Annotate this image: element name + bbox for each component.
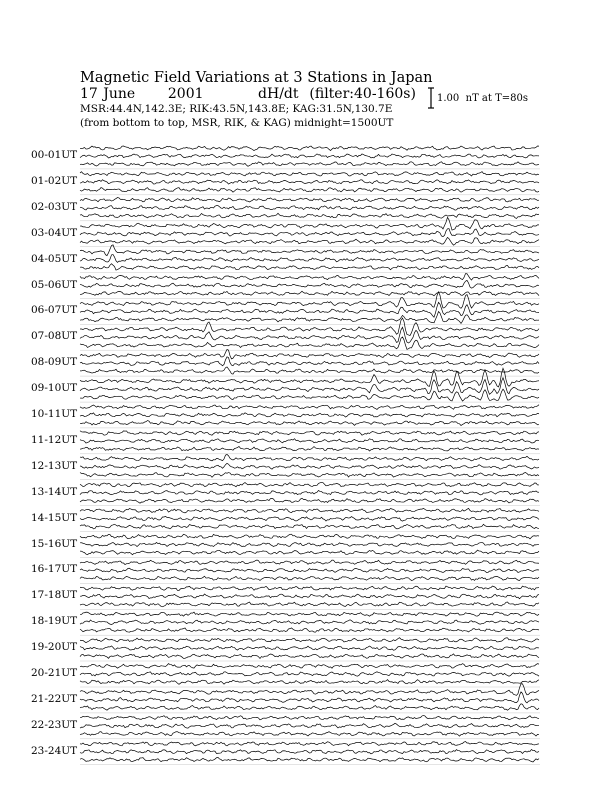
trace-21-22UT-KAG (80, 684, 539, 696)
trace-00-01UT-RIK (80, 154, 539, 158)
chart-title: Magnetic Field Variations at 3 Stations in Japan (80, 70, 433, 86)
trace-05-06UT-MSR (80, 291, 539, 296)
trace-08-09UT-KAG (80, 349, 539, 358)
trace-03-04UT-RIK (80, 229, 539, 237)
trace-04-05UT-MSR (80, 264, 539, 270)
trace-15-16UT-KAG (80, 534, 539, 539)
trace-02-03UT-MSR (80, 213, 539, 218)
trace-04-05UT-RIK (80, 254, 539, 262)
trace-13-14UT-RIK (80, 490, 539, 494)
hour-label-10-11UT: 10-11UT (31, 408, 78, 420)
trace-20-21UT-RIK (80, 672, 539, 676)
hour-label-03-04UT: 03-04UT (31, 226, 78, 239)
date-filter-line: 17 June 2001 dH/dt (filter:40-160s) (80, 86, 416, 102)
hour-label-02-03UT: 02-03UT (31, 200, 78, 213)
trace-23-24UT-RIK (80, 749, 539, 753)
trace-17-18UT-MSR (80, 602, 539, 607)
trace-22-23UT-KAG (80, 715, 539, 720)
hour-label-12-13UT: 12-13UT (31, 459, 78, 472)
hour-label-21-22UT: 21-22UT (31, 692, 78, 705)
hour-label-19-20UT: 19-20UT (31, 641, 78, 654)
hour-label-16-17UT: 16-17UT (31, 563, 78, 576)
hour-label-20-21UT: 20-21UT (31, 667, 78, 679)
trace-12-13UT-RIK (80, 463, 539, 469)
trace-11-12UT-RIK (80, 439, 539, 443)
trace-03-04UT-KAG (80, 217, 539, 230)
trace-00-01UT-MSR (80, 162, 539, 167)
trace-23-24UT-KAG (80, 742, 539, 746)
trace-01-02UT-KAG (80, 172, 539, 176)
trace-03-04UT-MSR (80, 237, 539, 245)
hour-label-09-10UT: 09-10UT (31, 382, 78, 395)
trace-10-11UT-RIK (80, 413, 539, 417)
trace-22-23UT-RIK (80, 723, 539, 728)
hour-label-01-02UT: 01-02UT (31, 174, 78, 187)
trace-18-19UT-KAG (80, 612, 539, 616)
trace-18-19UT-MSR (80, 628, 539, 632)
trace-10-11UT-KAG (80, 405, 539, 410)
trace-19-20UT-KAG (80, 638, 539, 643)
trace-02-03UT-RIK (80, 206, 539, 211)
trace-15-16UT-RIK (80, 542, 539, 546)
trace-13-14UT-KAG (80, 482, 539, 486)
trace-19-20UT-MSR (80, 654, 539, 659)
trace-00-01UT-KAG (80, 146, 539, 151)
scale-bar-label: 1.00 nT at T=80s (437, 93, 528, 104)
trace-08-09UT-RIK (80, 357, 539, 366)
trace-08-09UT-MSR (80, 367, 539, 374)
trace-23-24UT-MSR (80, 757, 539, 762)
trace-18-19UT-RIK (80, 620, 539, 625)
trace-01-02UT-MSR (80, 188, 539, 193)
trace-11-12UT-KAG (80, 431, 539, 435)
trace-10-11UT-MSR (80, 420, 539, 425)
trace-20-21UT-MSR (80, 680, 539, 685)
trace-22-23UT-MSR (80, 732, 539, 736)
hour-label-23-24UT: 23-24UT (31, 744, 78, 757)
hour-label-00-01UT: 00-01UT (31, 149, 78, 161)
trace-19-20UT-RIK (80, 646, 539, 650)
hour-label-11-12UT: 11-12UT (31, 433, 78, 446)
trace-21-22UT-RIK (80, 692, 539, 703)
trace-17-18UT-RIK (80, 594, 539, 599)
trace-05-06UT-KAG (80, 274, 539, 280)
hour-label-06-07UT: 06-07UT (31, 304, 78, 317)
trace-12-13UT-KAG (80, 454, 539, 460)
hour-label-15-16UT: 15-16UT (31, 537, 78, 550)
trace-11-12UT-MSR (80, 446, 539, 451)
trace-15-16UT-MSR (80, 550, 539, 555)
trace-16-17UT-RIK (80, 568, 539, 572)
trace-05-06UT-RIK (80, 280, 539, 288)
hour-label-08-09UT: 08-09UT (31, 356, 78, 369)
trace-02-03UT-KAG (80, 198, 539, 202)
trace-01-02UT-RIK (80, 180, 539, 184)
trace-17-18UT-KAG (80, 586, 539, 591)
hour-label-14-15UT: 14-15UT (31, 511, 78, 524)
hour-label-07-08UT: 07-08UT (31, 330, 78, 343)
trace-16-17UT-MSR (80, 576, 539, 580)
trace-12-13UT-MSR (80, 473, 539, 478)
hour-label-18-19UT: 18-19UT (31, 615, 78, 628)
trace-20-21UT-KAG (80, 664, 539, 669)
hour-label-22-23UT: 22-23UT (31, 718, 78, 731)
hour-label-17-18UT: 17-18UT (31, 589, 78, 602)
trace-14-15UT-MSR (80, 524, 539, 529)
hour-label-13-14UT: 13-14UT (31, 485, 78, 498)
trace-14-15UT-RIK (80, 516, 539, 521)
trace-16-17UT-KAG (80, 560, 539, 565)
station-coordinates: MSR:44.4N,142.3E; RIK:43.5N,143.8E; KAG:31.5N,130.7E (80, 103, 393, 115)
hour-label-04-05UT: 04-05UT (31, 252, 78, 265)
hour-label-05-06UT: 05-06UT (31, 278, 78, 291)
trace-06-07UT-MSR (80, 312, 539, 324)
station-order-note: (from bottom to top, MSR, RIK, & KAG) midnight=1500UT (80, 117, 394, 129)
trace-13-14UT-MSR (80, 498, 539, 503)
trace-14-15UT-KAG (80, 508, 539, 512)
trace-21-22UT-MSR (80, 704, 539, 710)
trace-09-10UT-MSR (80, 389, 539, 401)
